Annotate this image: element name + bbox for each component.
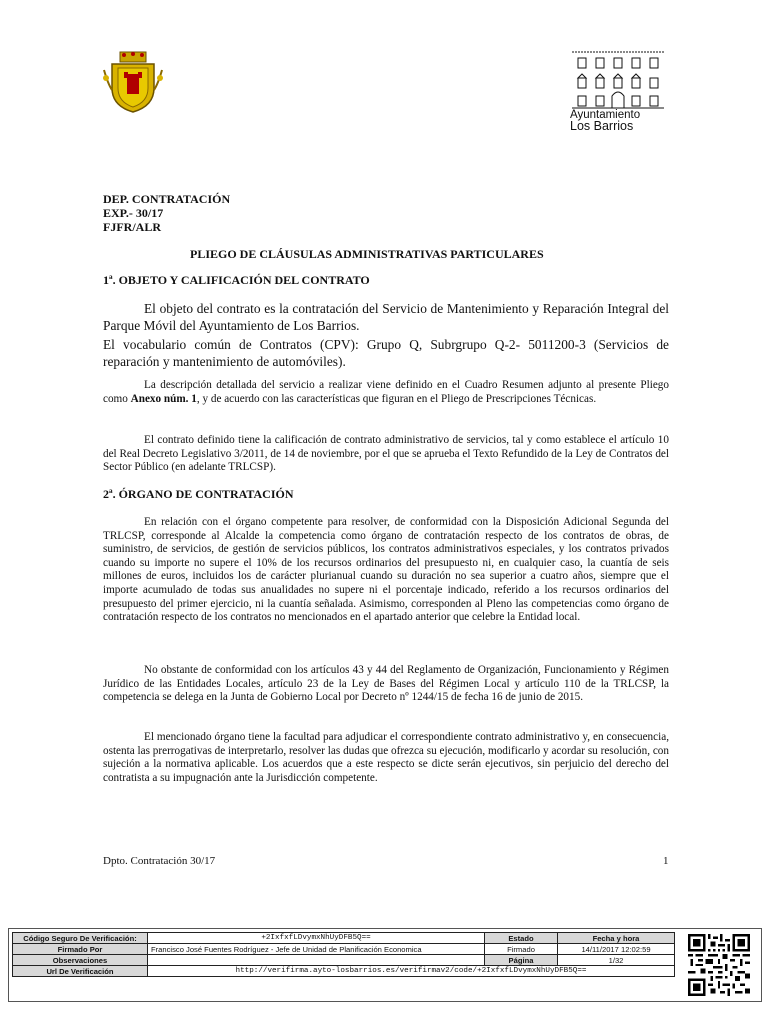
paragraph-text: La descripción detallada del servicio a realizar viene definido en el Cuadro Resumen adjunto al presente Pliego como bbox=[103, 379, 669, 405]
paragraph-text: , y de acuerdo con las características que figuran en el Pliego de Prescripciones Técnicas. bbox=[196, 392, 597, 405]
table-row bbox=[13, 944, 675, 955]
expediente-label: EXP.- 30/17 bbox=[103, 206, 164, 220]
verification-table bbox=[12, 932, 675, 977]
section-1-paragraph-2: El vocabulario común de Contratos (CPV): Grupo Q, Subrgrupo Q-2- 5011200-3 (Servicios de reparación y mantenimiento de automóviles). bbox=[103, 337, 669, 369]
firmado-label: Firmado Por bbox=[13, 944, 148, 955]
annex-reference: Anexo núm. 1 bbox=[130, 392, 197, 405]
section-1-paragraph-4: El contrato definido tiene la calificación de contrato administrativo de servicios, tal y como establece el artículo 10 del Real Decreto Legislativo 3/2011, de 14 de noviembre, por el que se aprueba el Texto Refundido de la Ley de Contratos del Sector Público (en adelante TRLCSP). bbox=[103, 434, 669, 474]
ayuntamiento-logo-text bbox=[570, 110, 670, 132]
signer-name: Francisco José Fuentes Rodríguez - Jefe de Unidad de Planificación Economica bbox=[148, 944, 485, 955]
section-2-paragraph-1: En relación con el órgano competente para resolver, de conformidad con la Disposición Adicional Segunda del TRLCSP, corresponde al Alcalde la competencia como órgano de contratación respecto de los contratos de obras, de suministro, de servicios, de gestión de servicios públicos, los contratos administrativos especiales, y los contratos privados cuando su importe no supere el 10% de los recursos ordinarios del presupuesto ni, en cualquier caso, la cuantía de seis millones de euros, incluidos los de carácter plurianual cuando su duración no sea superior a cuatro años, siempre que el importe acumulado de todas sus anualidades no supere ni el porcentaje indicado, referido a los recursos ordinarios del presupuesto del primer ejercicio, ni la cuantía señalada. Asimismo, corresponden al Pleno las competencias como órgano de contratación respecto de los contratos no mencionados en el apartado anterior que celebre la Entidad local. bbox=[103, 516, 669, 624]
qr-code-icon bbox=[688, 934, 750, 996]
section-1-paragraph-1: El objeto del contrato es la contratación del Servicio de Mantenimiento y Reparación Integral del Parque Móvil del Ayuntamiento de Los Barrios. bbox=[103, 301, 669, 333]
document-title: PLIEGO DE CLÁUSULAS ADMINISTRATIVAS PARTICULARES bbox=[190, 247, 544, 261]
logo-line-2: Los Barrios bbox=[570, 119, 634, 133]
page-number: 1 bbox=[663, 855, 669, 867]
observaciones-value bbox=[148, 955, 485, 966]
department-label: DEP. CONTRATACIÓN bbox=[103, 192, 231, 206]
section-2-paragraph-3: El mencionado órgano tiene la facultad para adjudicar el correspondiente contrato administrativo y, en consecuencia, ostenta las prerrogativas de interpretarlo, resolver las dudas que ofrezca su ejecución, modificarlo y acordar su resolución, con sujeción a la normativa aplicable. Los acuerdos que a este respecto se dicte serán ejecutivos, sin perjuicio del derecho del contratista a su impugnación ante la Jurisdicción competente. bbox=[103, 731, 669, 784]
table-row bbox=[13, 966, 675, 977]
pagina-value: 1/32 bbox=[558, 955, 675, 966]
fecha-label: Fecha y hora bbox=[558, 933, 675, 944]
section-2-paragraph-2: No obstante de conformidad con los artículos 43 y 44 del Reglamento de Organización, Funcionamiento y Régimen Jurídico de las Entidades Locales, artículo 23 de la Ley de Bases del Régimen Local y artículo 110 de la TRLCSP, la competencia se delega en la Junta de Gobierno Local por Decreto nº 1244/15 de fecha 16 de junio de 2015. bbox=[103, 664, 669, 704]
table-row bbox=[13, 955, 675, 966]
pagina-label: Página bbox=[485, 955, 558, 966]
verification-code: +2IxfxfLDvymxNhUyDFB5Q== bbox=[148, 933, 485, 944]
table-row bbox=[13, 933, 675, 944]
section-2-heading: 2ª. ÓRGANO DE CONTRATACIÓN bbox=[103, 487, 294, 501]
observaciones-label: Observaciones bbox=[13, 955, 148, 966]
coat-of-arms-icon bbox=[100, 50, 166, 114]
footer-department: Dpto. Contratación 30/17 bbox=[103, 855, 216, 867]
initials-label: FJFR/ALR bbox=[103, 220, 161, 234]
logo-line-1: Ayuntamiento bbox=[570, 109, 641, 121]
document-header bbox=[103, 192, 230, 234]
estado-label: Estado bbox=[485, 933, 558, 944]
section-1-heading: 1ª. OBJETO Y CALIFICACIÓN DEL CONTRATO bbox=[103, 273, 370, 287]
estado-value: Firmado bbox=[485, 944, 558, 955]
code-label: Código Seguro De Verificación: bbox=[13, 933, 148, 944]
section-1-paragraph-3 bbox=[103, 379, 669, 406]
url-label: Url De Verificación bbox=[13, 966, 148, 977]
verification-url[interactable]: http://verifirma.ayto-losbarrios.es/verifirmav2/code/+2IxfxfLDvymxNhUyDFB5Q== bbox=[148, 966, 675, 977]
fecha-value: 14/11/2017 12:02:59 bbox=[558, 944, 675, 955]
